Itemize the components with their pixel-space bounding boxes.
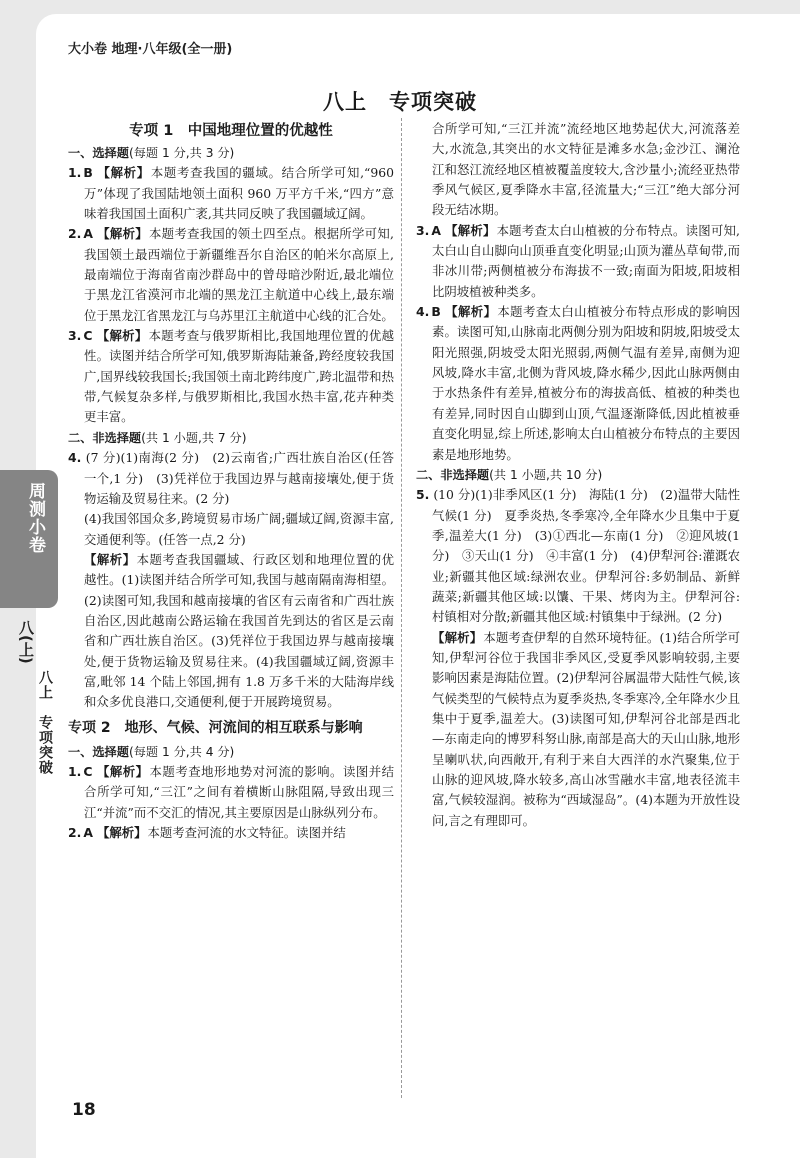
answer-number: 2. xyxy=(68,226,82,242)
analysis-tag: 【解析】 xyxy=(96,825,147,840)
answer-choice: A xyxy=(431,222,441,238)
nonchoice-heading-label: 二、非选择题 xyxy=(416,467,490,482)
analysis-text: 本题考查与俄罗斯相比,我国地理位置的优越性。读图并结合所学可知,俄罗斯海陆兼备,跨经度较我国广,国界线较我国长;我国领土南北跨纬度广,跨北温带和热带,气候复杂多样,与俄罗斯相比,我国水热丰富,花卉种类更丰富。 xyxy=(84,328,394,425)
analysis-tag: 【解析】 xyxy=(96,165,150,181)
section-2-choice-heading xyxy=(68,742,394,762)
page-title: 八上 专项突破 xyxy=(323,90,477,114)
answer-number: 4. xyxy=(68,450,82,466)
answer-4 xyxy=(68,448,394,509)
answer-number: 3. xyxy=(416,222,430,238)
side-grade-label: 八(上) xyxy=(17,620,35,664)
answer-text: (7 分)(1)南海(2 分) (2)云南省;广西壮族自治区(任答一个,1 分) (3)凭祥位于我国边界与越南接壤处,便于货物运输及贸易往来。(2 分) xyxy=(84,450,394,506)
analysis-text: 本题考查我国的疆域。结合所学可知,“960 万”体现了我国陆地领土面积 960 万平方千米,“四方”意味着我国国土面积广袤,其共同反映了我国疆域辽阔。 xyxy=(84,165,394,222)
analysis-tag: 【解析】 xyxy=(444,222,496,238)
answer-choice: C xyxy=(83,328,93,344)
answer-number: 5. xyxy=(416,487,430,503)
answer-3 xyxy=(68,326,394,428)
right-column xyxy=(416,119,740,831)
section-2-nonchoice-heading xyxy=(416,465,740,485)
s2-answer-5 xyxy=(416,485,740,627)
analysis-tag: 【解析】 xyxy=(444,304,497,320)
s2-answer-3 xyxy=(416,221,740,302)
analysis-tag: 【解析】 xyxy=(432,629,483,645)
answer-choice: B xyxy=(431,304,441,320)
analysis-tag: 【解析】 xyxy=(84,551,136,567)
analysis-text: 本题考查太白山植被分布特点形成的影响因素。读图可知,山脉南北两侧分别为阳坡和阴坡,阳坡受太阳光照强,阴坡受太阳光照弱,两侧气温有差异,南侧为迎风坡,降水丰富,北侧为背风坡,降水稀少,因此山脉两侧由于水热条件有差异,植被分布的海拔高低、植被的种类也有差异,同时因自山脚到山顶,气温逐渐降低,因此植被垂直变化明显,综上所述,影响太白山植被分布特点的主要因素是地形地势。 xyxy=(432,304,741,462)
s2-answer-1 xyxy=(68,762,394,823)
answer-4-part-4: (4)我国邻国众多,跨境贸易市场广阔;疆域辽阔,资源丰富,交通便利等。(任答一点,2 分) xyxy=(84,511,394,547)
answer-choice: A xyxy=(83,825,93,840)
analysis-text: 本题考查太白山植被的分布特点。读图可知,太白山自山脚向山顶垂直变化明显;山顶为灌丛草甸带,而非冰川带;两侧植被分布海拔不一致;南面为阳坡,阳坡相比阴坡植被种类多。 xyxy=(432,222,740,299)
book-header: 大小卷 地理·八年级(全一册) xyxy=(68,42,233,57)
nonchoice-heading-note: (共 1 小题,共 7 分) xyxy=(141,430,247,445)
section-1-choice-heading xyxy=(68,143,394,163)
analysis-text: 本题考查河流的水文特征。读图并结 xyxy=(147,825,346,840)
analysis-text: 本题考查伊犁的自然环境特征。(1)结合所学可知,伊犁河谷位于我国非季风区,受夏季风影响较弱,主要影响因素是海陆位置。(2)伊犁河谷属温带大陆性气候,该气候类型的气候特点为夏季炎热,冬季寒冷,全年降水少且集中于夏季,温差大。(3)读图可知,伊犁河谷北部是西北—东南走向的博罗科努山脉,南部是高大的天山山脉,地形呈喇叭状,向西敞开,有利于来自大西洋的水汽聚集,位于山脉的迎风坡,降水较多,高山冰雪融水丰富,地表径流丰富,气候较湿润。被称为“西域湿岛”。(4)本题为开放性设问,言之有理即可。 xyxy=(432,629,740,828)
analysis-tag: 【解析】 xyxy=(96,328,148,344)
s2-answer-2-continued: 合所学可知,“三江并流”流经地区地势起伏大,河流落差大,水流急,其突出的水文特征是滩多水急;金沙江、澜沧江和怒江流经地区植被覆盖度较大,含沙量小;流经亚热带季风气候区,夏季降水丰富,径流量大;“三江”绝大部分河段无结冰期。 xyxy=(432,121,740,218)
answer-number: 4. xyxy=(416,304,430,320)
page-number: 18 xyxy=(72,1100,96,1120)
answer-2 xyxy=(68,224,394,326)
side-tab-label: 周测小卷 xyxy=(25,482,45,554)
nonchoice-heading-note: (共 1 小题,共 10 分) xyxy=(489,467,603,482)
left-column xyxy=(68,119,394,843)
choice-heading-label: 一、选择题 xyxy=(68,146,129,160)
analysis-text: 本题考查我国的领土四至点。根据所学可知,我国领土最西端位于新疆维吾尔自治区的帕米尔高原上,最南端位于海南省南沙群岛中的曾母暗沙附近,最北端位于黑龙江省漠河市北端的黑龙江主航道中心线上,最东端位于黑龙江省黑龙江与乌苏里江主航道中心线的汇合处。 xyxy=(84,226,394,323)
section-2-title: 专项 2 地形、气候、河流间的相互联系与影响 xyxy=(68,719,363,736)
analysis-text: 本题考查地形地势对河流的影响。读图并结合所学可知,“三江”之间有着横断山脉阻隔,导致出现三江“并流”而不交汇的情况,其主要原因是山脉纵列分布。 xyxy=(84,763,395,820)
answer-choice: B xyxy=(83,165,93,181)
section-1-title: 专项 1 中国地理位置的优越性 xyxy=(129,123,333,139)
s2-answer-5-analysis xyxy=(416,628,740,831)
analysis-tag: 【解析】 xyxy=(96,763,149,779)
answer-choice: C xyxy=(83,763,93,779)
answer-number: 3. xyxy=(68,328,82,344)
nonchoice-heading-label: 二、非选择题 xyxy=(68,430,142,445)
choice-heading-note: (每题 1 分,共 3 分) xyxy=(128,146,235,160)
answer-number: 2. xyxy=(68,825,82,840)
answer-number: 1. xyxy=(68,165,82,181)
choice-heading-note: (每题 1 分,共 4 分) xyxy=(128,744,235,759)
s2-answer-2 xyxy=(68,823,394,843)
section-1-nonchoice-heading xyxy=(68,428,394,448)
column-divider xyxy=(401,118,402,1098)
answer-choice: A xyxy=(83,226,93,242)
answer-1 xyxy=(68,163,394,224)
answer-text: (10 分)(1)非季风区(1 分) 海陆(1 分) (2)温带大陆性气候(1 分) 夏季炎热,冬季寒冷,全年降水少且集中于夏季,温差大(1 分) (3)①西北—东南(1 分) ②迎风坡(1 分) ③天山(1 分) ④丰富(1 分) (4)伊犁河谷:灌溉农业;新疆其他区域:绿洲农业。伊犁河谷:多奶制品、新鲜蔬菜;新疆其他区域:以馕、干果、烤肉为主。伊犁河谷:村镇相对分散;新疆其他区域:村镇集中于绿洲。(2 分) xyxy=(432,487,740,625)
analysis-text: 本题考查我国疆域、行政区划和地理位置的优越性。(1)读图并结合所学可知,我国与越南隔南海相望。(2)读图可知,我国和越南接壤的省区有云南省和广西壮族自治区,因此越南公路运输在我国首先到达的省区是云南省和广西壮族自治区。(3)凭祥位于我国边界与越南接壤处,便于货物运输及贸易往来。(4)我国疆域辽阔,资源丰富,毗邻 14 个陆上邻国,拥有 1.8 万多千米的大陆海岸线和众多优良港口,交通便利,便于开展跨境贸易。 xyxy=(84,551,395,710)
choice-heading-label: 一、选择题 xyxy=(68,744,129,759)
answer-4-analysis xyxy=(68,550,394,713)
side-section-label: 八上 专项突破 xyxy=(37,670,53,775)
s2-answer-4 xyxy=(416,302,740,465)
analysis-tag: 【解析】 xyxy=(96,226,148,242)
answer-number: 1. xyxy=(68,763,82,779)
